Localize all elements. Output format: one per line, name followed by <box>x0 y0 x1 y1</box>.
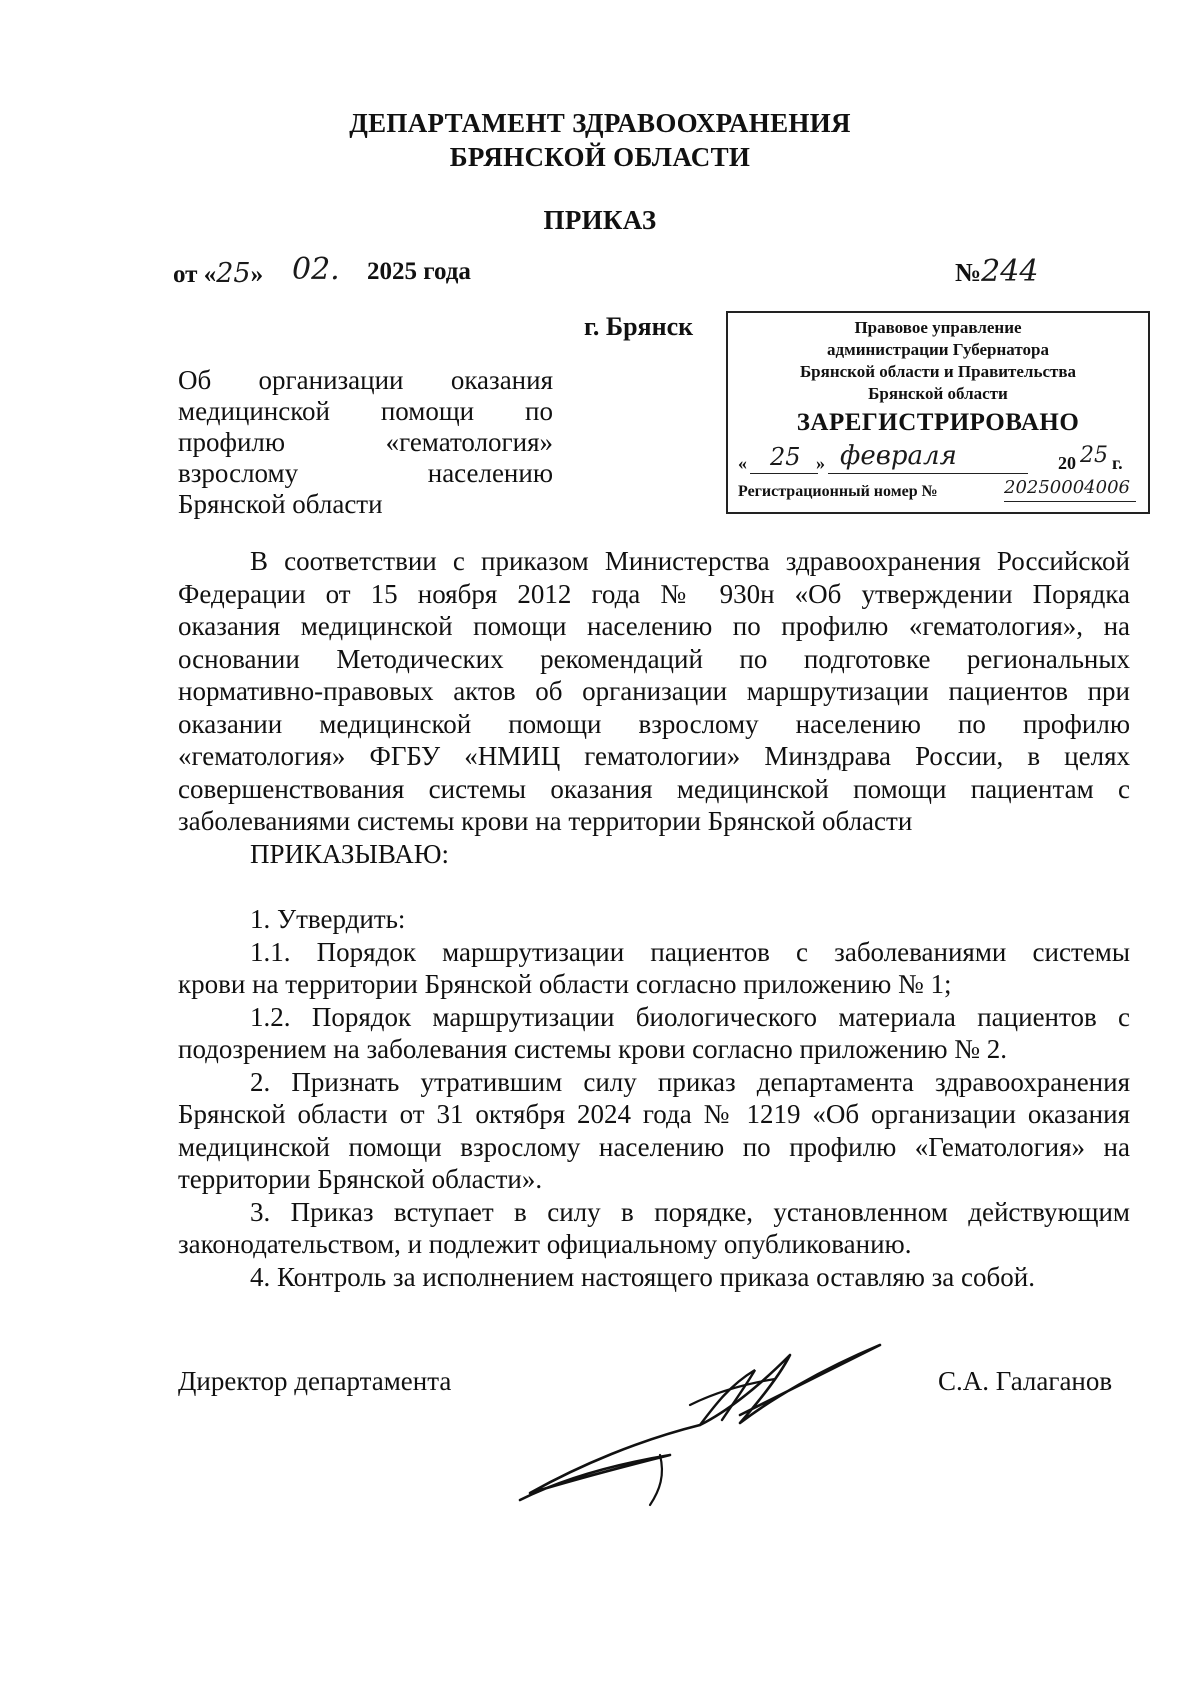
item-2: медицинской помощи взрослому населению по профилю «Гематология» на <box>178 1131 1130 1162</box>
subject-line: Брянской области <box>178 489 383 519</box>
item-4: 4. Контроль за исполнением настоящего приказа оставляю за собой. <box>250 1261 1035 1292</box>
department-name-line1: ДЕПАРТАМЕНТ ЗДРАВООХРАНЕНИЯ <box>349 108 851 138</box>
date-month-handwritten: 02. <box>292 252 340 287</box>
body-line: «гематология» ФГБУ «НМИЦ гематологии» Минздрава России, в целях <box>178 741 1130 771</box>
stamp-date-month-handwritten: февраля <box>840 441 957 471</box>
stamp-date-close: » <box>816 453 825 473</box>
stamp-line: Правовое управление <box>854 318 1022 337</box>
department-name-line2: БРЯНСКОЙ ОБЛАСТИ <box>449 142 751 172</box>
date-line <box>173 258 263 289</box>
signatory-position: Директор департамента <box>178 1366 452 1396</box>
order-subject <box>178 365 553 520</box>
number-prefix: № <box>955 258 982 287</box>
subject-line: взрослому населению <box>178 458 553 488</box>
body-line: оказании медицинской помощи взрослому населению по профилю <box>178 708 1130 739</box>
body-line: нормативно-правовых актов об организации маршрутизации пациентов при <box>178 676 1130 706</box>
body-line: заболеваниями системы крови на территории Брянской области <box>178 806 913 836</box>
body-line: Федерации от 15 ноября 2012 года № 930н «Об утверждении Порядка <box>178 578 1130 609</box>
preamble <box>178 545 1130 870</box>
item-3: 3. Приказ вступает в силу в порядке, установленном действующим <box>250 1196 1130 1227</box>
subject-line: профилю «гематология» <box>178 427 553 457</box>
stamp-line: администрации Губернатора <box>827 340 1049 359</box>
stamp-registered: ЗАРЕГИСТРИРОВАНО <box>796 409 1080 436</box>
stamp-line: Брянской области <box>868 384 1008 403</box>
date-year: 2025 года <box>367 258 471 285</box>
stamp-line: Брянской области и Правительства <box>799 362 1077 381</box>
body-line: совершенствования системы оказания медицинской помощи пациентам с <box>178 773 1130 804</box>
number-handwritten: 244 <box>981 254 1039 289</box>
body-line: основании Методических рекомендаций по подготовке региональных <box>178 643 1130 674</box>
item-3: законодательством, и подлежит официальному опубликованию. <box>178 1229 912 1259</box>
subject-line: Об организации оказания <box>178 365 553 395</box>
item-2: 2. Признать утратившим силу приказ департамента здравоохранения <box>250 1066 1130 1097</box>
registration-stamp <box>726 311 1150 514</box>
item-1-2: 1.2. Порядок маршрутизации биологического материала пациентов с <box>250 1001 1130 1032</box>
date-day-handwritten: 25 <box>216 258 251 289</box>
stamp-registration-number <box>728 477 1148 505</box>
date-prefix: от « <box>173 261 217 288</box>
order-items <box>178 903 1130 1293</box>
stamp-date-open: « <box>738 453 747 473</box>
body-line: оказания медицинской помощи населению по профилю «гематология», на <box>178 611 1130 641</box>
body-line: В соответствии с приказом Министерства здравоохранения Российской <box>250 546 1130 576</box>
stamp-year-prefix: 20 <box>1058 453 1076 473</box>
stamp-year-g: г. <box>1112 453 1123 473</box>
item-1-2: подозрением на заболевания системы крови согласно приложению № 2. <box>178 1034 1008 1064</box>
stamp-year-handwritten: 25 <box>1080 443 1108 468</box>
order-number <box>955 254 1038 289</box>
date-mid: » <box>250 261 264 288</box>
order-word: ПРИКАЗЫВАЮ: <box>250 838 449 869</box>
stamp-date-day-handwritten: 25 <box>770 443 801 471</box>
signatory-name: С.А. Галаганов <box>938 1366 1113 1396</box>
stamp-reg-number-handwritten: 20250004006 <box>1004 477 1130 498</box>
stamp-reg-label: Регистрационный номер № <box>738 483 938 500</box>
subject-line: медицинской помощи по <box>178 396 553 426</box>
item-2: территории Брянской области». <box>178 1164 543 1194</box>
document-type: ПРИКАЗ <box>543 205 657 235</box>
item-2: Брянской области от 31 октября 2024 года № 1219 «Об организации оказания <box>178 1099 1130 1129</box>
stamp-date <box>728 443 1148 477</box>
handwritten-signature <box>500 1315 960 1515</box>
item-1: 1. Утвердить: <box>250 904 406 934</box>
item-1-1: крови на территории Брянской области согласно приложению № 1; <box>178 969 952 999</box>
city: г. Брянск <box>584 312 694 341</box>
item-1-1: 1.1. Порядок маршрутизации пациентов с заболеваниями системы <box>250 936 1130 967</box>
